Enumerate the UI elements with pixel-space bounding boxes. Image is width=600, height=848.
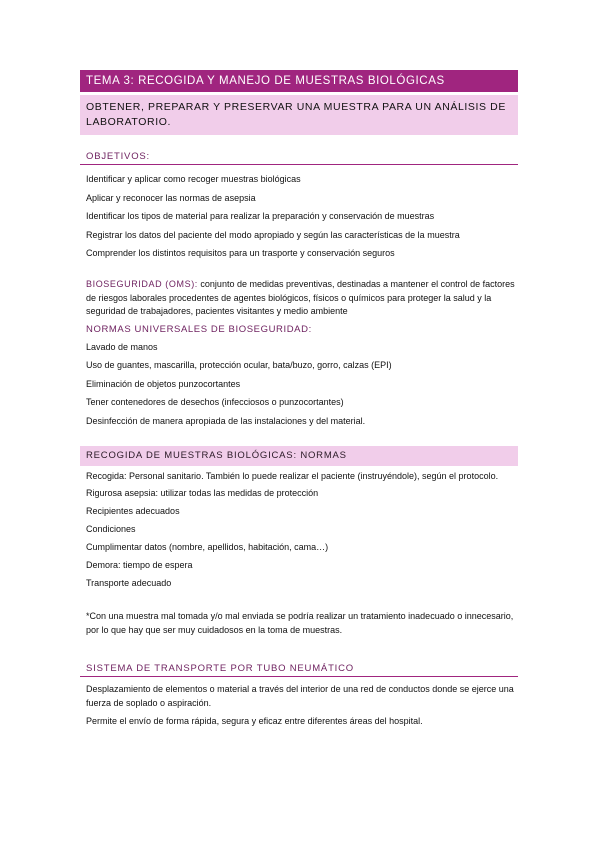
bioseguridad-definition	[80, 278, 518, 319]
transporte-heading: SISTEMA DE TRANSPORTE POR TUBO NEUMÁTICO	[80, 663, 518, 677]
list-item: Identificar los tipos de material para realizar la preparación y conservación de muestras	[86, 211, 435, 221]
document-title: TEMA 3: RECOGIDA Y MANEJO DE MUESTRAS BIOLÓGICAS	[80, 70, 518, 92]
list-item: Aplicar y reconocer las normas de asepsia	[86, 192, 256, 203]
transporte-paragraph-1: Desplazamiento de elementos o material a través del interior de una red de conductos donde se ejerce una fuerza de soplado o aspiración.	[86, 684, 514, 708]
recogida-note: *Con una muestra mal tomada y/o mal enviada se podría realizar un tratamiento inadecuado o innecesario, por lo que hay que ser muy cuidadosos en la toma de muestras.	[86, 611, 514, 635]
list-item: Recipientes adecuados	[86, 506, 180, 516]
list-item: Uso de guantes, mascarilla, protección ocular, bata/buzo, gorro, calzas (EPI)	[86, 360, 392, 370]
recogida-heading: RECOGIDA DE MUESTRAS BIOLÓGICAS: NORMAS	[80, 446, 518, 466]
list-item: Tener contenedores de desechos (infecciosos o punzocortantes)	[86, 397, 344, 407]
document-page	[80, 70, 518, 729]
list-item: Registrar los datos del paciente del modo apropiado y según las características de la muestra	[86, 229, 460, 240]
normas-heading: NORMAS UNIVERSALES DE BIOSEGURIDAD:	[86, 323, 312, 335]
list-item: Transporte adecuado	[86, 578, 172, 588]
recogida-list	[80, 487, 518, 590]
list-item: Cumplimentar datos (nombre, apellidos, habitación, cama…)	[86, 542, 329, 552]
bioseguridad-term: BIOSEGURIDAD (OMS):	[86, 279, 198, 289]
normas-list	[80, 341, 518, 428]
transporte-paragraph-2: Permite el envío de forma rápida, segura y eficaz entre diferentes áreas del hospital.	[86, 716, 423, 726]
list-item: Rigurosa asepsia: utilizar todas las medidas de protección	[86, 488, 319, 498]
list-item: Condiciones	[86, 524, 136, 534]
list-item: Desinfección de manera apropiada de las instalaciones y del material.	[86, 415, 366, 426]
objetivos-heading: OBJETIVOS:	[80, 151, 518, 165]
list-item: Lavado de manos	[86, 341, 158, 352]
list-item: Eliminación de objetos punzocortantes	[86, 378, 241, 389]
recogida-first: Recogida: Personal sanitario. También lo puede realizar el paciente (instruyéndole), según el protocolo.	[86, 470, 499, 481]
objetivos-list	[80, 173, 518, 260]
list-item: Demora: tiempo de espera	[86, 560, 193, 570]
document-subtitle: OBTENER, PREPARAR Y PRESERVAR UNA MUESTRA PARA UN ANÁLISIS DE LABORATORIO.	[80, 92, 518, 135]
list-item: Comprender los distintos requisitos para un trasporte y conservación seguros	[86, 248, 395, 258]
bioseguridad-text: conjunto de medidas preventivas, destinadas a mantener el control de factores de riesgos laborales procedentes de agentes biológicos, físicos o químicos para proteger la salud y la seguridad de trabajadores, pacientes visitantes y medio ambiente	[86, 279, 515, 316]
list-item: Identificar y aplicar como recoger muestras biológicas	[86, 174, 301, 184]
